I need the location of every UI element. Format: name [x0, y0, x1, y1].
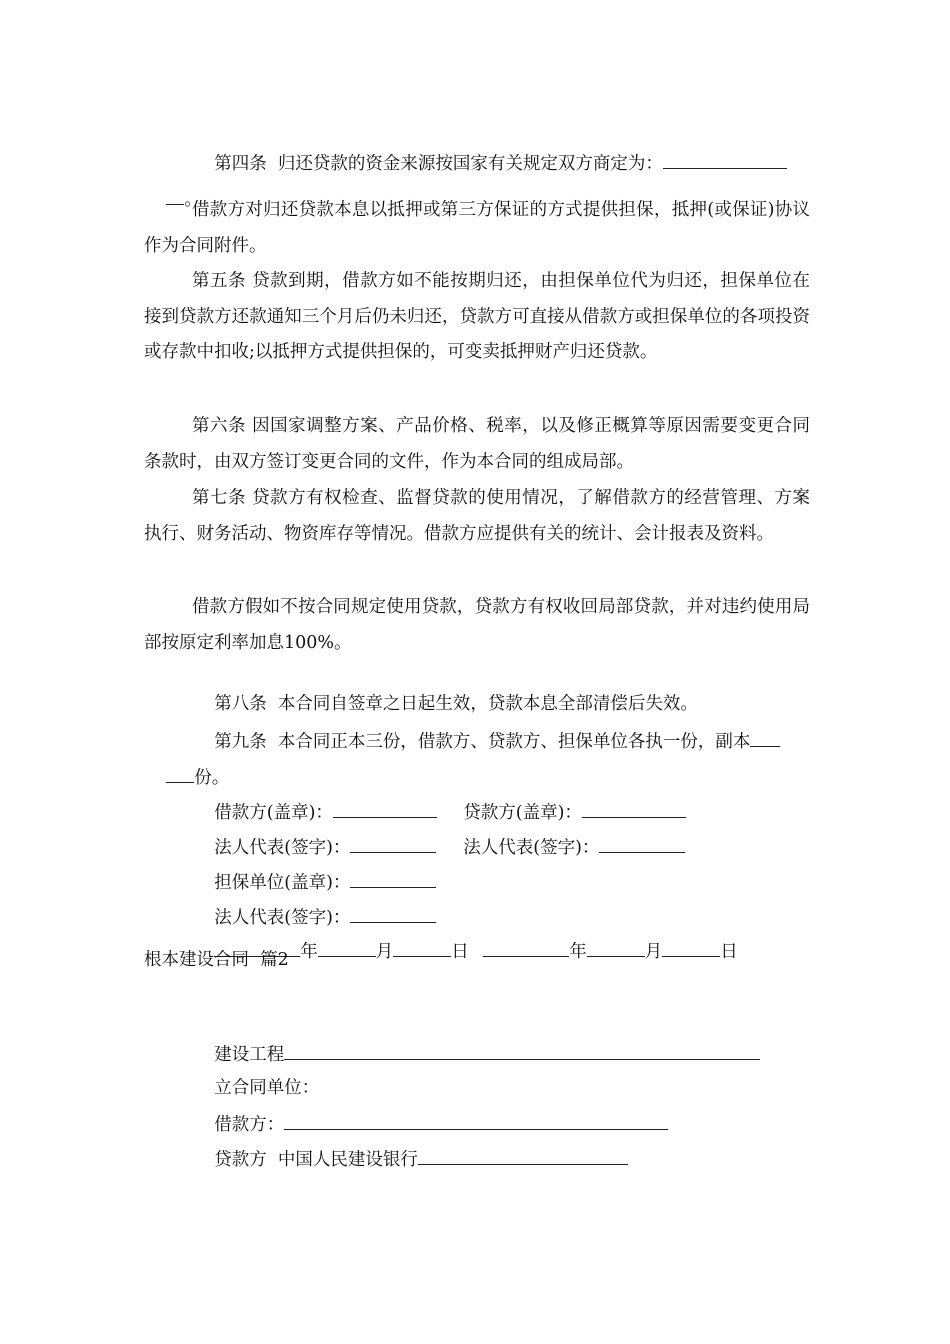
article6-block — [144, 409, 810, 480]
article9-tail: 份。 — [194, 768, 230, 788]
date-month-blank — [318, 938, 376, 957]
section2-heading: 根本建设合同 篇2 — [144, 950, 289, 970]
lender-rep-line — [441, 810, 685, 884]
parties-label: 立合同单位： — [214, 1078, 320, 1098]
article4-guarantee-block — [144, 193, 810, 264]
lender-rep-label: 法人代表(签字)： — [463, 838, 600, 858]
date-line-right — [461, 914, 738, 988]
date-month-label-2: 月 — [644, 942, 663, 962]
project-label: 建设工程 — [214, 1045, 285, 1065]
guarantor-rep-label: 法人代表(签字)： — [214, 908, 351, 928]
date-year-label: 年 — [300, 942, 318, 962]
date-year-blank-2 — [483, 938, 569, 957]
article7-text: 第七条 贷款方有权检查、监督贷款的使用情况，了解借款方的经营管理、方案执行、财务活动、物资库存等情况。借款方应提供有关的统计、会计报表及资料。 — [144, 488, 810, 544]
article7-penalty-block — [144, 590, 810, 661]
article9-blank-cont — [166, 764, 194, 783]
article4-guarantee: 借款方对归还贷款本息以抵押或第三方保证的方式提供担保，抵押(或保证)协议作为合同附件。 — [144, 200, 810, 256]
article4-line — [192, 126, 787, 200]
article4-text: 第四条 归还贷款的资金来源按国家有关规定双方商定为： — [214, 154, 663, 174]
lender-rep-blank — [599, 834, 685, 853]
section2-lender-line — [192, 1122, 628, 1196]
borrower-seal-label: 借款方(盖章)： — [214, 803, 333, 823]
article7-penalty: 借款方假如不按合同规定使用贷款，贷款方有权收回局部贷款，并对违约使用局部按原定利率加息100%。 — [144, 597, 810, 653]
article7-block — [144, 481, 810, 552]
guarantor-seal-label: 担保单位(盖章)： — [214, 873, 351, 893]
article4-blank — [663, 150, 787, 169]
article6-text: 第六条 因国家调整方案、产品价格、税率，以及修正概算等原因需要变更合同条款时，由双方签订变更合同的文件，作为本合同的组成局部。 — [144, 416, 810, 472]
article9-text: 第九条 本合同正本三份，借款方、贷款方、担保单位各执一份，副本 — [214, 732, 751, 752]
date-day-blank — [393, 938, 451, 957]
borrower-rep-label: 法人代表(签字)： — [214, 838, 351, 858]
date-month-blank-2 — [587, 938, 645, 957]
lender-seal-label: 贷款方(盖章)： — [463, 803, 582, 823]
date-month-label: 月 — [375, 942, 394, 962]
date-day-label-2: 日 — [720, 942, 738, 962]
article4-tail: 。 — [184, 190, 202, 210]
article9-blank — [750, 728, 780, 747]
date-day-blank-2 — [662, 938, 720, 957]
date-day-label: 日 — [451, 942, 469, 962]
article9-line — [192, 704, 780, 778]
project-blank — [284, 1041, 760, 1060]
section2-lender-blank — [418, 1146, 628, 1165]
article5-block — [144, 264, 810, 371]
date-year-label-2: 年 — [569, 942, 587, 962]
article5-text: 第五条 贷款到期，借款方如不能按期归还，由担保单位代为归还，担保单位在接到贷款方还款通知三个月后仍未归还，贷款方可直接从借款方或担保单位的各项投资或存款中扣收;以抵押方式提供担保的，可变卖抵押财产归还贷款。 — [144, 271, 810, 362]
article8-text: 第八条 本合同自签章之日起生效，贷款本息全部清偿后失效。 — [214, 694, 698, 714]
section2-lender-label: 贷款方 中国人民建设银行 — [214, 1150, 418, 1170]
section2-borrower-label: 借款方： — [214, 1115, 285, 1135]
